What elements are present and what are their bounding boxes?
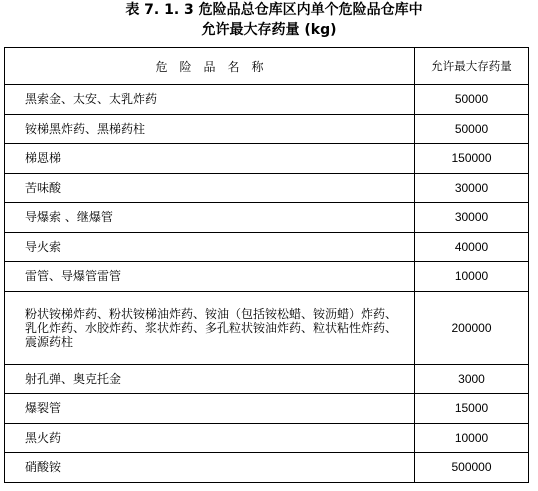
row-name: 苦味酸 [5,173,415,203]
row-quantity: 40000 [415,232,529,262]
row-name: 雷管、导爆管雷管 [5,262,415,292]
row-name: 粉状铵梯炸药、粉状铵梯油炸药、铵油（包括铵松蜡、铵沥蜡）炸药、乳化炸药、水胶炸药、浆状炸药、多孔粒状铵油炸药、粒状粘性炸药、震源药柱 [5,291,415,364]
table-row [5,453,529,483]
header-name: 危险品名称 [5,48,415,85]
row-quantity: 150000 [415,144,529,174]
row-quantity: 30000 [415,173,529,203]
row-name: 黑火药 [5,423,415,453]
row-quantity: 50000 [415,114,529,144]
table-row [5,144,529,174]
table-row [5,262,529,292]
table-caption-line-1: 表 7. 1. 3 危险品总仓库区内单个危险品仓库中 [125,2,423,18]
row-name: 铵梯黑炸药、黑梯药柱 [5,114,415,144]
row-quantity: 3000 [415,364,529,394]
table-row [5,173,529,203]
row-name: 射孔弹、奥克托金 [5,364,415,394]
table-row [5,85,529,115]
row-name: 导爆索 、继爆管 [5,203,415,233]
row-name: 硝酸铵 [5,453,415,483]
table-caption-line-2: 允许最大存药量 (kg) [201,22,337,38]
row-name: 黑索金、太安、太乳炸药 [5,85,415,115]
row-quantity: 10000 [415,262,529,292]
table-row [5,364,529,394]
row-name: 导火索 [5,232,415,262]
row-quantity: 30000 [415,203,529,233]
row-quantity: 500000 [415,453,529,483]
table-caption [0,0,538,40]
row-quantity: 50000 [415,85,529,115]
row-name: 爆裂管 [5,394,415,424]
row-name: 梯恩梯 [5,144,415,174]
table-row [5,232,529,262]
table-row [5,203,529,233]
row-quantity: 200000 [415,291,529,364]
table-row [5,423,529,453]
table-row [5,114,529,144]
storage-limit-table [4,47,529,483]
table-row [5,291,529,364]
table-header-row [5,48,529,85]
header-quantity: 允许最大存药量 [415,48,529,85]
row-quantity: 15000 [415,394,529,424]
row-quantity: 10000 [415,423,529,453]
table-row [5,394,529,424]
